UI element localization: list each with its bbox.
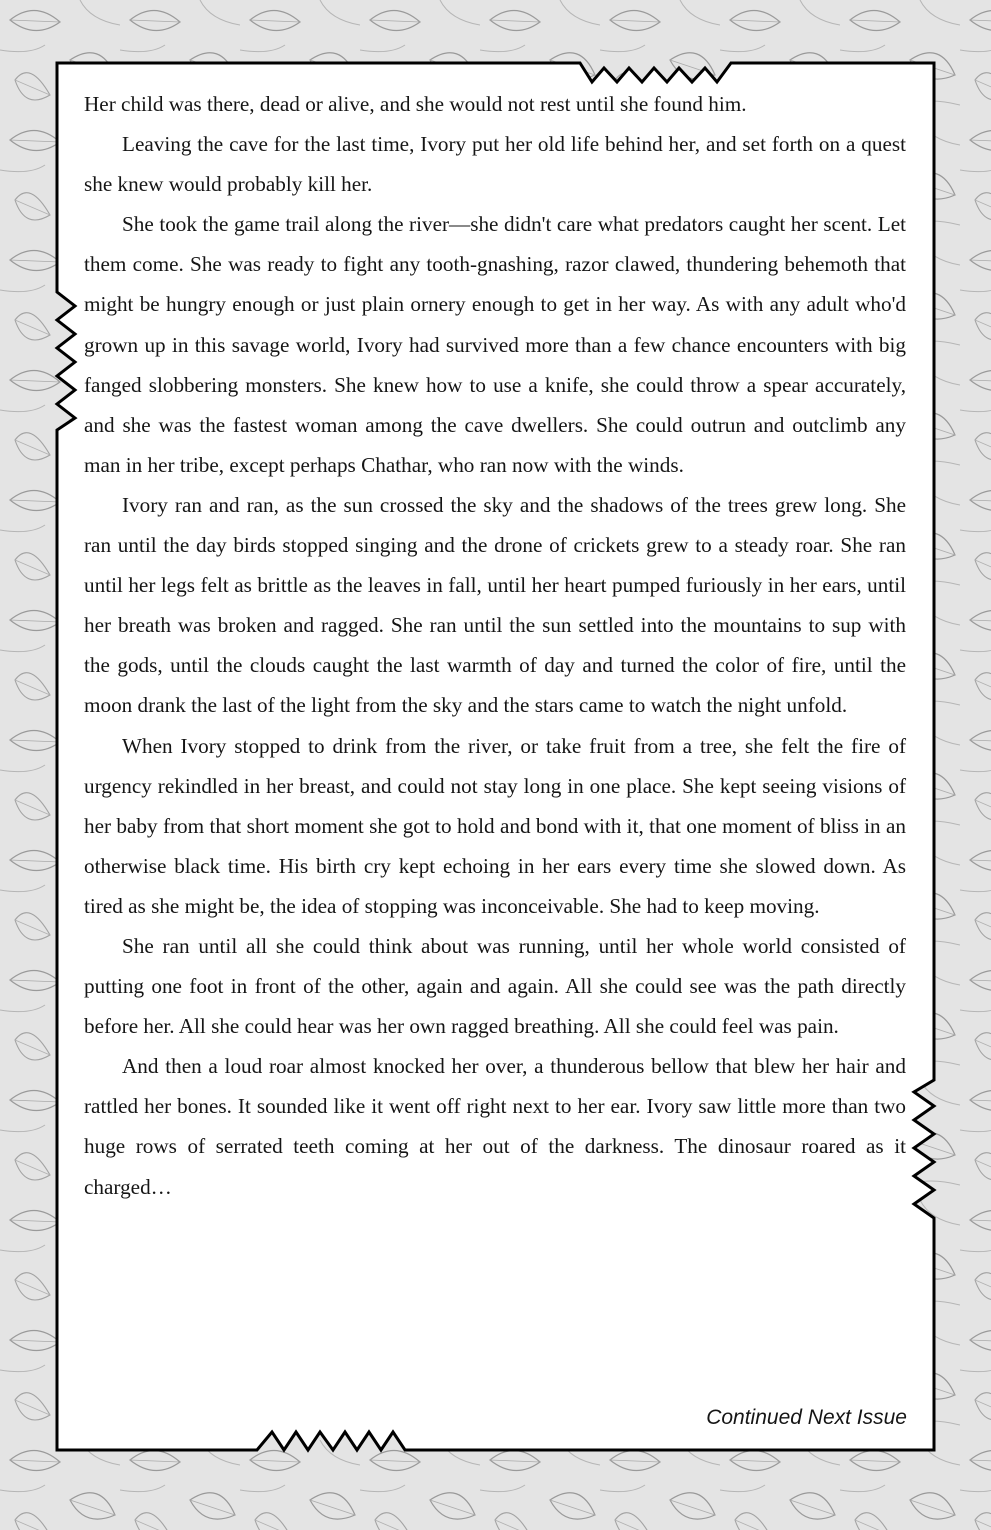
continued-next-issue-note: Continued Next Issue bbox=[706, 1406, 907, 1429]
story-paragraph: And then a loud roar almost knocked her over, a thunderous bellow that blew her hair and rattled her bones. It sounded like it went off right next to her ear. Ivory saw little more than two huge rows of serrated teeth coming at her out of the darkness. The dinosaur roared as it charged… bbox=[84, 1054, 906, 1199]
story-paragraph: Leaving the cave for the last time, Ivory put her old life behind her, and set forth on a quest she knew would probably kill her. bbox=[84, 132, 906, 197]
story-paragraph: She ran until all she could think about was running, until her whole world consisted of putting one foot in front of the other, again and again. All she could see was the path directly before her. All she could hear was her own ragged breathing. All she could feel was pain. bbox=[84, 933, 906, 1039]
story-paragraph: Ivory ran and ran, as the sun crossed the sky and the shadows of the trees grew long. She ran until the day birds stopped singing and the drone of crickets grew to a steady roar. She ran until her legs felt as brittle as the leaves in fall, until her heart pumped furiously in her ears, until her breath was broken and ragged. She ran until the sun settled into the mountains to sup with the gods, until the clouds caught the last warmth of day and turned the color of fire, until the moon drank the last of the light from the sky and the stars came to watch the night unfold. bbox=[84, 492, 906, 718]
story-paragraph: Her child was there, dead or alive, and she would not rest until she found him. bbox=[84, 92, 747, 116]
story-paragraph: When Ivory stopped to drink from the river, or take fruit from a tree, she felt the fire of urgency rekindled in her breast, and could not stay long in one place. She kept seeing visions of her baby from that short moment she got to hold and bond with it, that one moment of bliss in an otherwise black time. His birth cry kept echoing in her ears every time she slowed down. As tired as she might be, the idea of stopping was inconceivable. She had to keep moving. bbox=[84, 733, 906, 918]
story-text bbox=[84, 84, 906, 1207]
story-paragraph: She took the game trail along the river—she didn't care what predators caught her scent. Let them come. She was ready to fight any tooth-gnashing, razor clawed, thundering behemoth that might be hungry enough or just plain ornery enough to get in her way. As with any adult who'd grown up in this savage world, Ivory had survived more than a few chance encounters with big fanged slobbering monsters. She knew how to use a knife, she could throw a spear accurately, and she was the fastest woman among the cave dwellers. She could outrun and outclimb any man in her tribe, except perhaps Chathar, who ran now with the winds. bbox=[84, 212, 906, 477]
